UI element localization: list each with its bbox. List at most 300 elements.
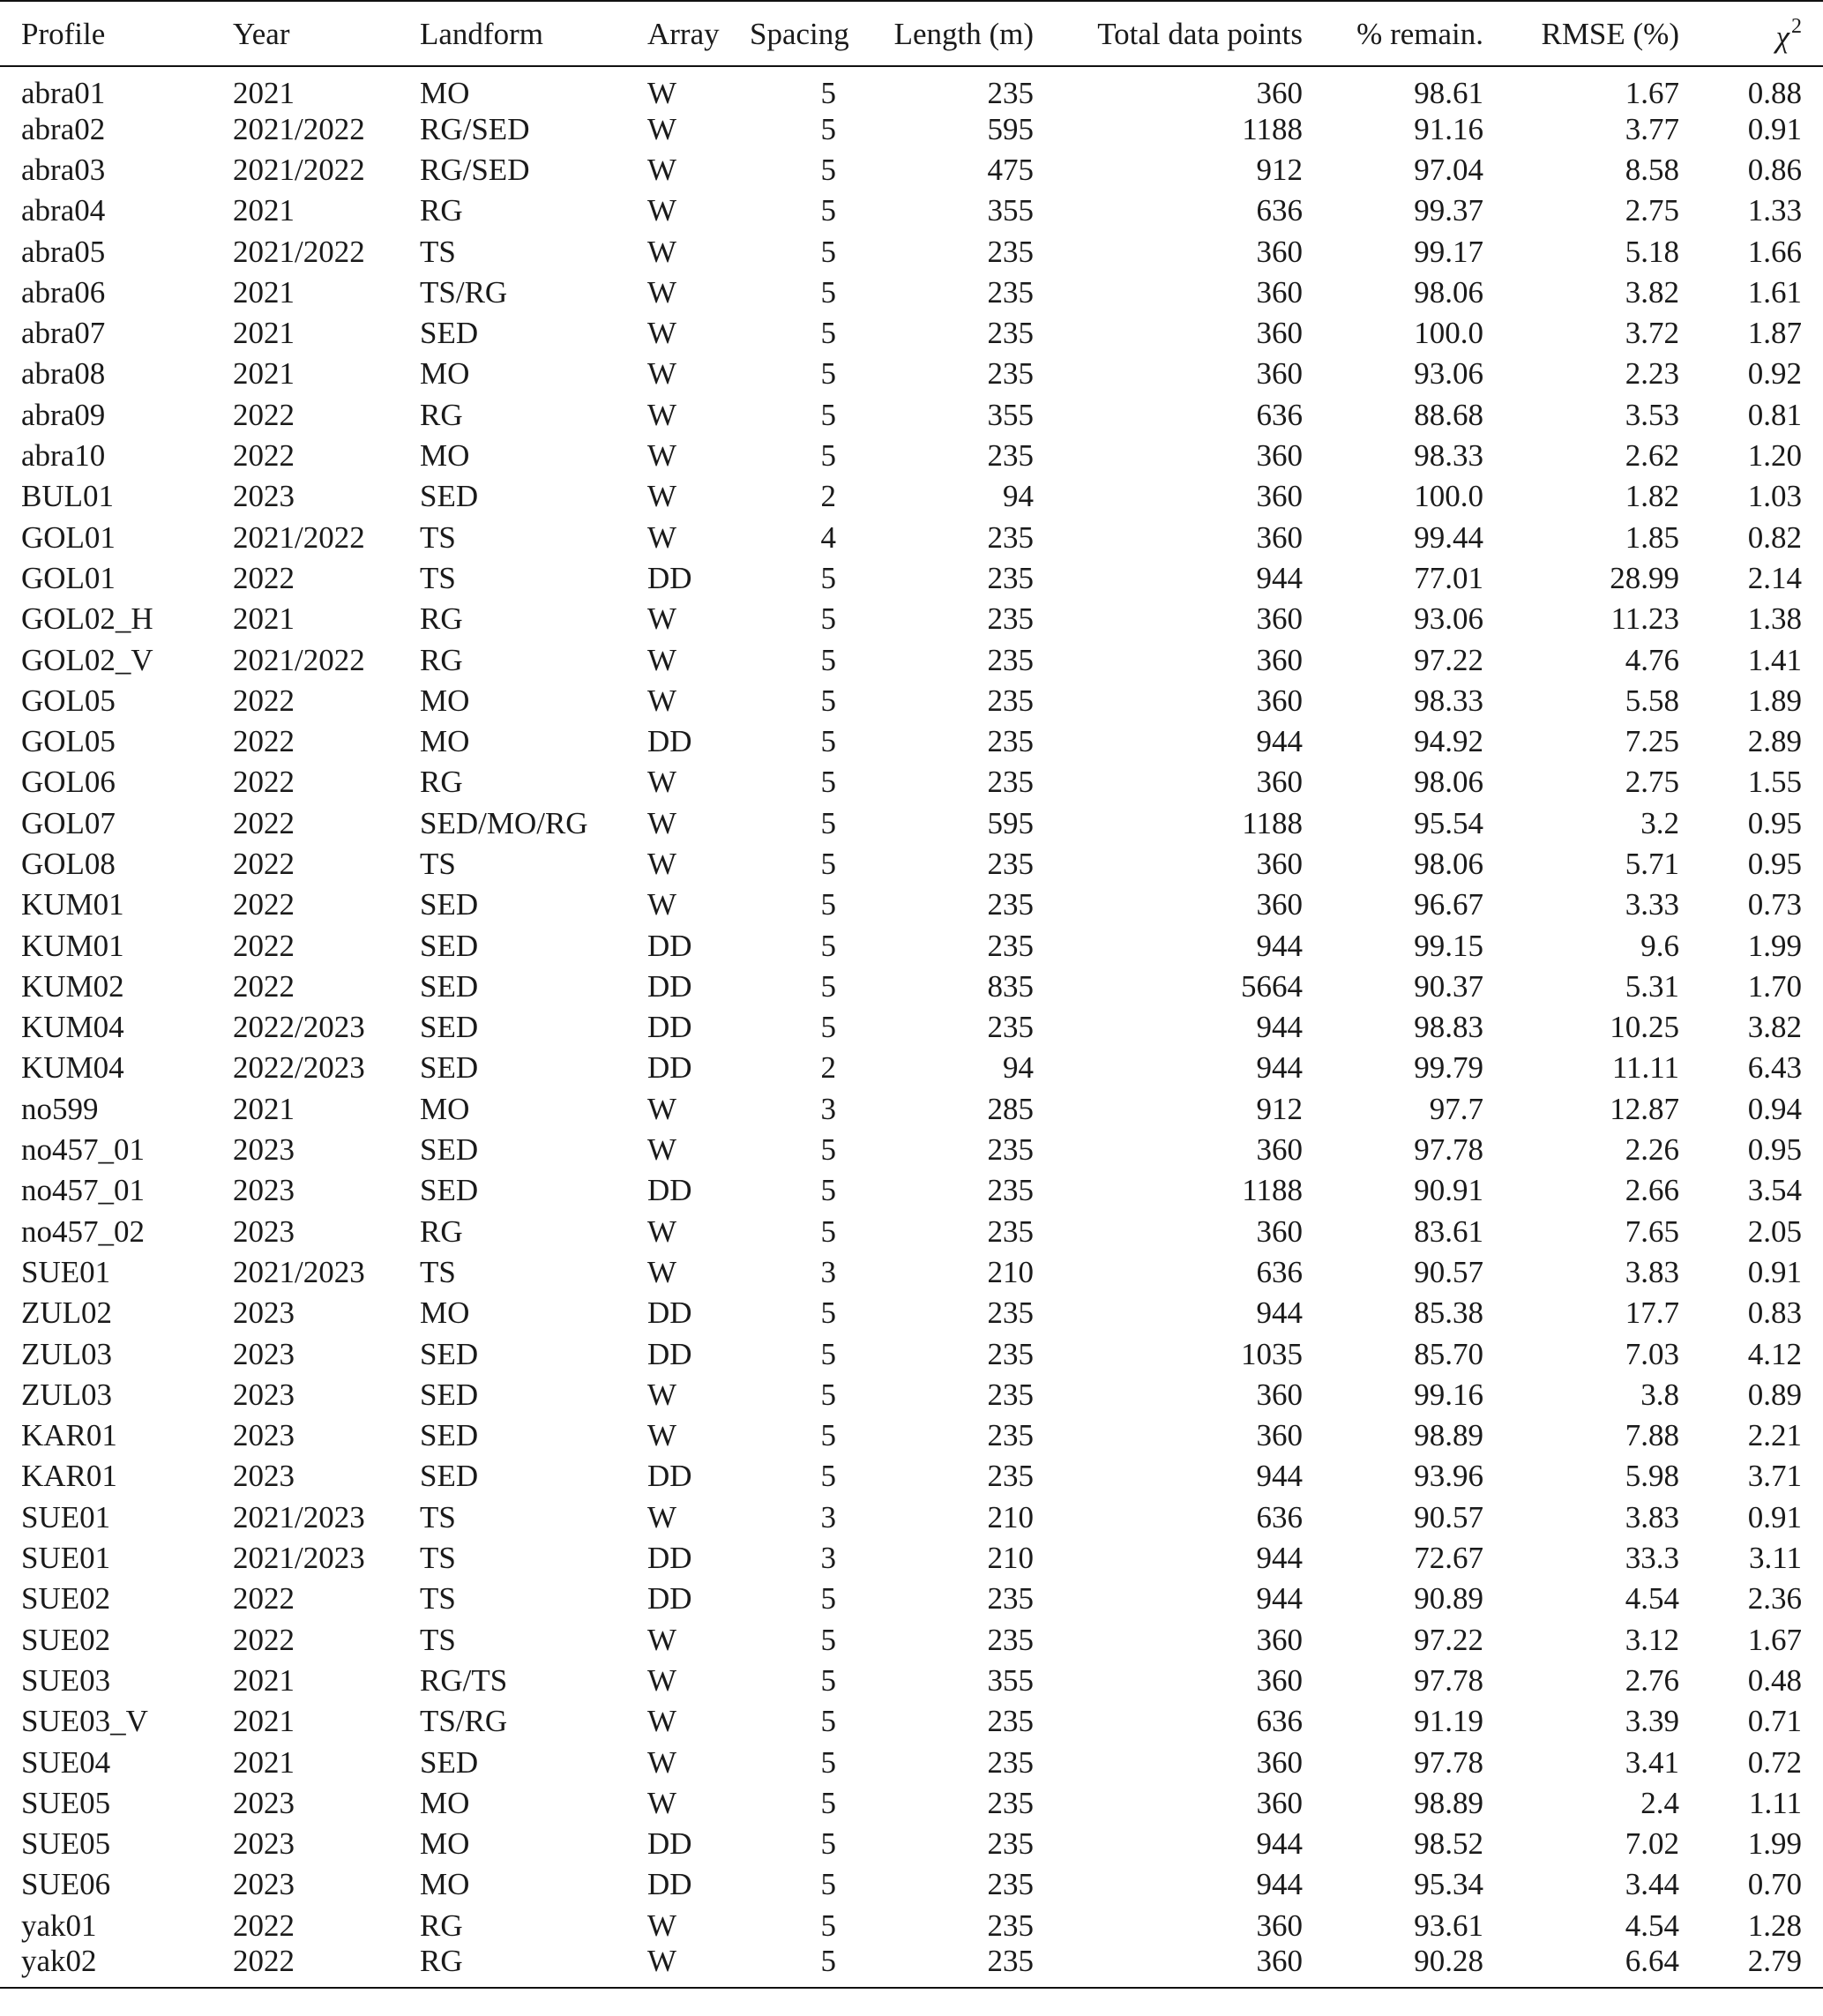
table-row <box>0 1619 1823 1660</box>
table-row <box>0 517 1823 557</box>
cell-year: 2021 <box>233 316 295 351</box>
table-row <box>0 1374 1823 1415</box>
cell-chi-squared: 0.89 <box>1747 1377 1802 1412</box>
cell-landform: MO <box>420 1091 470 1126</box>
cell-spacing: 5 <box>820 193 836 228</box>
cell-spacing: 5 <box>820 601 836 637</box>
cell-array: W <box>647 1704 677 1739</box>
cell-total-data-points: 360 <box>1256 519 1303 555</box>
cell-landform: RG/SED <box>420 111 530 146</box>
cell-year: 2023 <box>233 1213 295 1249</box>
cell-profile: no457_02 <box>21 1213 145 1249</box>
cell-rmse: 3.53 <box>1625 397 1679 432</box>
cell-year: 2021 <box>233 274 295 310</box>
cell-chi-squared: 1.61 <box>1747 274 1802 310</box>
cell-year: 2021 <box>233 1744 295 1780</box>
header-total-data-points: Total data points <box>1097 16 1303 51</box>
cell-array: W <box>647 111 677 146</box>
cell-percent-remaining: 100.0 <box>1414 316 1483 351</box>
cell-rmse: 4.76 <box>1625 642 1679 677</box>
table-row <box>0 1129 1823 1169</box>
header-rmse: RMSE (%) <box>1541 16 1679 51</box>
cell-rmse: 17.7 <box>1625 1295 1679 1331</box>
table-row <box>0 476 1823 517</box>
cell-year: 2021/2022 <box>233 519 365 555</box>
cell-year: 2022 <box>233 765 295 800</box>
table-row <box>0 1701 1823 1742</box>
cell-rmse: 1.82 <box>1625 479 1679 514</box>
cell-year: 2022 <box>233 968 295 1004</box>
cell-landform: TS <box>420 846 456 881</box>
table-header <box>0 1 1823 66</box>
cell-total-data-points: 360 <box>1256 356 1303 392</box>
cell-percent-remaining: 98.52 <box>1414 1826 1483 1862</box>
cell-array: DD <box>647 1459 692 1494</box>
cell-array: W <box>647 234 677 269</box>
cell-total-data-points: 944 <box>1256 724 1303 759</box>
cell-profile: KAR01 <box>21 1418 117 1453</box>
cell-year: 2023 <box>233 1867 295 1902</box>
cell-spacing: 5 <box>820 1295 836 1331</box>
cell-chi-squared: 3.54 <box>1747 1173 1802 1208</box>
cell-landform: MO <box>420 1867 470 1902</box>
cell-profile: no599 <box>21 1091 99 1126</box>
cell-percent-remaining: 97.22 <box>1414 1622 1483 1657</box>
cell-spacing: 5 <box>820 76 836 110</box>
table-body <box>0 66 1823 1988</box>
cell-rmse: 1.85 <box>1625 519 1679 555</box>
cell-profile: GOL05 <box>21 724 116 759</box>
cell-landform: MO <box>420 724 470 759</box>
cell-spacing: 5 <box>820 1622 836 1657</box>
cell-landform: MO <box>420 76 470 110</box>
cell-profile: SUE01 <box>21 1254 111 1289</box>
cell-landform: SED <box>420 479 479 514</box>
cell-total-data-points: 636 <box>1256 397 1303 432</box>
cell-total-data-points: 944 <box>1256 1581 1303 1617</box>
cell-landform: SED <box>420 1459 479 1494</box>
cell-spacing: 5 <box>820 928 836 963</box>
cell-percent-remaining: 83.61 <box>1414 1213 1483 1249</box>
cell-rmse: 8.58 <box>1625 152 1679 187</box>
cell-year: 2022 <box>233 805 295 840</box>
cell-total-data-points: 944 <box>1256 1295 1303 1331</box>
cell-length: 235 <box>987 519 1034 555</box>
cell-array: W <box>647 397 677 432</box>
cell-array: W <box>647 76 677 110</box>
cell-rmse: 7.03 <box>1625 1336 1679 1371</box>
table-row <box>0 190 1823 231</box>
cell-total-data-points: 360 <box>1256 1213 1303 1249</box>
cell-landform: TS <box>420 1622 456 1657</box>
table-row <box>0 149 1823 190</box>
table-row <box>0 394 1823 435</box>
cell-profile: SUE02 <box>21 1581 111 1617</box>
cell-percent-remaining: 97.78 <box>1414 1662 1483 1698</box>
cell-total-data-points: 360 <box>1256 601 1303 637</box>
cell-profile: KUM01 <box>21 928 124 963</box>
cell-array: W <box>647 1744 677 1780</box>
cell-profile: KAR01 <box>21 1459 117 1494</box>
cell-array: W <box>647 152 677 187</box>
cell-chi-squared: 1.99 <box>1747 928 1802 963</box>
table-row <box>0 435 1823 475</box>
cell-rmse: 2.75 <box>1625 193 1679 228</box>
cell-total-data-points: 912 <box>1256 1091 1303 1126</box>
cell-length: 235 <box>987 1908 1034 1943</box>
cell-total-data-points: 360 <box>1256 846 1303 881</box>
cell-total-data-points: 360 <box>1256 1418 1303 1453</box>
cell-year: 2022/2023 <box>233 1010 365 1045</box>
cell-rmse: 3.77 <box>1625 111 1679 146</box>
table-row <box>0 1251 1823 1292</box>
cell-percent-remaining: 98.06 <box>1414 765 1483 800</box>
cell-landform: MO <box>420 1295 470 1331</box>
cell-profile: no457_01 <box>21 1132 145 1168</box>
cell-array: W <box>647 1622 677 1657</box>
cell-spacing: 5 <box>820 1213 836 1249</box>
cell-length: 210 <box>987 1254 1034 1289</box>
cell-percent-remaining: 98.83 <box>1414 1010 1483 1045</box>
cell-rmse: 11.23 <box>1610 601 1679 637</box>
cell-percent-remaining: 97.78 <box>1414 1744 1483 1780</box>
cell-percent-remaining: 93.61 <box>1414 1908 1483 1943</box>
cell-length: 235 <box>987 1867 1034 1902</box>
chi-exponent: 2 <box>1791 14 1802 38</box>
cell-profile: GOL02_H <box>21 601 153 637</box>
cell-chi-squared: 1.66 <box>1747 234 1802 269</box>
table-row <box>0 1048 1823 1088</box>
cell-chi-squared: 2.36 <box>1747 1581 1802 1617</box>
cell-rmse: 3.83 <box>1625 1254 1679 1289</box>
cell-length: 235 <box>987 1295 1034 1331</box>
cell-chi-squared: 0.83 <box>1747 1295 1802 1331</box>
cell-spacing: 5 <box>820 1785 836 1820</box>
cell-chi-squared: 0.95 <box>1747 805 1802 840</box>
cell-landform: SED <box>420 1010 479 1045</box>
cell-rmse: 2.23 <box>1625 356 1679 392</box>
cell-array: W <box>647 438 677 474</box>
cell-spacing: 5 <box>820 642 836 677</box>
cell-array: DD <box>647 1050 692 1086</box>
cell-array: W <box>647 887 677 922</box>
cell-array: W <box>647 316 677 351</box>
cell-landform: SED <box>420 887 479 922</box>
cell-percent-remaining: 90.28 <box>1414 1944 1483 1979</box>
cell-year: 2021/2022 <box>233 642 365 677</box>
cell-year: 2022/2023 <box>233 1050 365 1086</box>
cell-landform: RG/TS <box>420 1662 508 1698</box>
cell-spacing: 2 <box>820 479 836 514</box>
cell-profile: SUE01 <box>21 1541 111 1576</box>
cell-length: 235 <box>987 683 1034 718</box>
cell-length: 235 <box>987 1132 1034 1168</box>
cell-percent-remaining: 88.68 <box>1414 397 1483 432</box>
cell-length: 235 <box>987 316 1034 351</box>
table-row <box>0 354 1823 394</box>
cell-landform: MO <box>420 438 470 474</box>
cell-percent-remaining: 98.33 <box>1414 683 1483 718</box>
cell-total-data-points: 360 <box>1256 887 1303 922</box>
cell-array: W <box>647 1091 677 1126</box>
cell-landform: TS <box>420 560 456 595</box>
cell-landform: SED <box>420 1336 479 1371</box>
table-row <box>0 1456 1823 1497</box>
cell-chi-squared: 0.73 <box>1747 887 1802 922</box>
cell-length: 235 <box>987 1173 1034 1208</box>
cell-year: 2023 <box>233 1336 295 1371</box>
cell-total-data-points: 360 <box>1256 1785 1303 1820</box>
table-row <box>0 231 1823 272</box>
cell-year: 2021 <box>233 193 295 228</box>
cell-percent-remaining: 95.54 <box>1414 805 1483 840</box>
cell-rmse: 1.67 <box>1625 76 1679 110</box>
cell-chi-squared: 2.21 <box>1747 1418 1802 1453</box>
cell-length: 235 <box>987 1944 1034 1979</box>
cell-landform: RG <box>420 765 463 800</box>
cell-chi-squared: 4.12 <box>1747 1336 1802 1371</box>
cell-chi-squared: 3.11 <box>1749 1541 1802 1576</box>
cell-profile: SUE05 <box>21 1785 111 1820</box>
cell-spacing: 5 <box>820 438 836 474</box>
cell-chi-squared: 1.41 <box>1747 642 1802 677</box>
cell-landform: SED <box>420 1744 479 1780</box>
cell-landform: TS/RG <box>420 1704 508 1739</box>
cell-rmse: 10.25 <box>1610 1010 1679 1045</box>
cell-percent-remaining: 93.06 <box>1414 356 1483 392</box>
cell-array: W <box>647 274 677 310</box>
cell-total-data-points: 636 <box>1256 193 1303 228</box>
cell-landform: SED <box>420 316 479 351</box>
cell-spacing: 3 <box>820 1091 836 1126</box>
cell-landform: SED/MO/RG <box>420 805 588 840</box>
cell-percent-remaining: 97.78 <box>1414 1132 1483 1168</box>
cell-percent-remaining: 90.37 <box>1414 968 1483 1004</box>
cell-landform: SED <box>420 1418 479 1453</box>
cell-array: W <box>647 356 677 392</box>
cell-spacing: 5 <box>820 887 836 922</box>
header-profile: Profile <box>21 16 106 51</box>
cell-percent-remaining: 90.57 <box>1414 1499 1483 1534</box>
table-row <box>0 599 1823 639</box>
cell-percent-remaining: 77.01 <box>1414 560 1483 595</box>
cell-array: W <box>647 765 677 800</box>
cell-length: 94 <box>1003 1050 1034 1086</box>
cell-profile: GOL02_V <box>21 642 153 677</box>
cell-percent-remaining: 98.89 <box>1414 1785 1483 1820</box>
cell-total-data-points: 912 <box>1256 152 1303 187</box>
cell-length: 235 <box>987 234 1034 269</box>
table-row <box>0 925 1823 966</box>
cell-profile: GOL06 <box>21 765 116 800</box>
table-row <box>0 557 1823 598</box>
cell-profile: KUM04 <box>21 1050 124 1086</box>
cell-length: 235 <box>987 887 1034 922</box>
cell-spacing: 5 <box>820 234 836 269</box>
cell-percent-remaining: 91.19 <box>1414 1704 1483 1739</box>
cell-year: 2023 <box>233 1295 295 1331</box>
cell-profile: SUE05 <box>21 1826 111 1862</box>
cell-array: W <box>647 519 677 555</box>
table-row <box>0 1864 1823 1905</box>
cell-spacing: 5 <box>820 683 836 718</box>
cell-length: 285 <box>987 1091 1034 1126</box>
cell-spacing: 5 <box>820 1744 836 1780</box>
cell-rmse: 5.31 <box>1625 968 1679 1004</box>
cell-spacing: 5 <box>820 846 836 881</box>
cell-rmse: 2.26 <box>1625 1132 1679 1168</box>
cell-percent-remaining: 99.16 <box>1414 1377 1483 1412</box>
cell-profile: SUE03 <box>21 1662 111 1698</box>
table-row <box>0 1905 1823 1945</box>
cell-landform: TS <box>420 519 456 555</box>
table-row <box>0 1415 1823 1456</box>
cell-profile: ZUL02 <box>21 1295 113 1331</box>
header-percent-remaining: % remain. <box>1356 16 1483 51</box>
cell-spacing: 3 <box>820 1499 836 1534</box>
cell-spacing: 5 <box>820 356 836 392</box>
cell-total-data-points: 1188 <box>1242 805 1303 840</box>
cell-array: DD <box>647 1541 692 1576</box>
cell-landform: TS <box>420 1581 456 1617</box>
cell-rmse: 5.98 <box>1625 1459 1679 1494</box>
cell-total-data-points: 360 <box>1256 274 1303 310</box>
cell-spacing: 4 <box>820 519 836 555</box>
cell-rmse: 7.02 <box>1625 1826 1679 1862</box>
cell-length: 595 <box>987 805 1034 840</box>
table-row <box>0 1537 1823 1578</box>
cell-landform: MO <box>420 683 470 718</box>
cell-chi-squared: 1.03 <box>1747 479 1802 514</box>
cell-landform: SED <box>420 1132 479 1168</box>
cell-profile: GOL01 <box>21 519 116 555</box>
cell-percent-remaining: 98.33 <box>1414 438 1483 474</box>
cell-profile: abra09 <box>21 397 106 432</box>
cell-array: W <box>647 1377 677 1412</box>
cell-year: 2021 <box>233 356 295 392</box>
cell-percent-remaining: 90.89 <box>1414 1581 1483 1617</box>
cell-year: 2022 <box>233 928 295 963</box>
cell-spacing: 5 <box>820 1867 836 1902</box>
cell-total-data-points: 944 <box>1256 1050 1303 1086</box>
cell-array: W <box>647 1944 677 1979</box>
table-row <box>0 66 1823 108</box>
cell-year: 2021/2022 <box>233 234 365 269</box>
cell-landform: RG <box>420 1908 463 1943</box>
cell-spacing: 5 <box>820 968 836 1004</box>
cell-spacing: 3 <box>820 1541 836 1576</box>
cell-profile: abra02 <box>21 111 106 146</box>
cell-total-data-points: 5664 <box>1241 968 1303 1004</box>
cell-rmse: 12.87 <box>1610 1091 1679 1126</box>
table-row <box>0 1170 1823 1211</box>
cell-percent-remaining: 98.06 <box>1414 846 1483 881</box>
cell-chi-squared: 1.55 <box>1747 765 1802 800</box>
cell-total-data-points: 360 <box>1256 479 1303 514</box>
table-row <box>0 1211 1823 1251</box>
cell-spacing: 5 <box>820 1173 836 1208</box>
table-row <box>0 680 1823 721</box>
cell-chi-squared: 1.38 <box>1747 601 1802 637</box>
cell-year: 2022 <box>233 683 295 718</box>
cell-profile: abra06 <box>21 274 106 310</box>
cell-year: 2021/2023 <box>233 1254 365 1289</box>
cell-length: 355 <box>987 1662 1034 1698</box>
cell-length: 235 <box>987 1581 1034 1617</box>
cell-rmse: 3.33 <box>1625 887 1679 922</box>
cell-length: 235 <box>987 438 1034 474</box>
cell-array: W <box>647 642 677 677</box>
table-row <box>0 1823 1823 1863</box>
cell-year: 2021 <box>233 1662 295 1698</box>
cell-chi-squared: 0.81 <box>1747 397 1802 432</box>
cell-rmse: 5.58 <box>1625 683 1679 718</box>
header-length: Length (m) <box>893 16 1034 51</box>
cell-profile: ZUL03 <box>21 1336 113 1371</box>
cell-array: DD <box>647 560 692 595</box>
table-row <box>0 272 1823 312</box>
cell-chi-squared: 2.89 <box>1747 724 1802 759</box>
table-row <box>0 803 1823 843</box>
cell-percent-remaining: 99.15 <box>1414 928 1483 963</box>
cell-profile: GOL08 <box>21 846 116 881</box>
cell-length: 235 <box>987 1459 1034 1494</box>
cell-length: 235 <box>987 1704 1034 1739</box>
cell-year: 2023 <box>233 1418 295 1453</box>
cell-total-data-points: 360 <box>1256 765 1303 800</box>
cell-total-data-points: 1035 <box>1241 1336 1303 1371</box>
cell-chi-squared: 1.89 <box>1747 683 1802 718</box>
cell-length: 235 <box>987 560 1034 595</box>
cell-year: 2022 <box>233 397 295 432</box>
cell-year: 2022 <box>233 724 295 759</box>
cell-chi-squared: 0.70 <box>1747 1867 1802 1902</box>
cell-total-data-points: 360 <box>1256 76 1303 110</box>
cell-percent-remaining: 97.04 <box>1414 152 1483 187</box>
cell-array: W <box>647 1908 677 1943</box>
cell-length: 475 <box>987 152 1034 187</box>
cell-chi-squared: 6.43 <box>1747 1050 1802 1086</box>
cell-rmse: 3.72 <box>1625 316 1679 351</box>
cell-year: 2021 <box>233 601 295 637</box>
cell-percent-remaining: 99.37 <box>1414 193 1483 228</box>
cell-percent-remaining: 72.67 <box>1414 1541 1483 1576</box>
cell-spacing: 5 <box>820 765 836 800</box>
cell-rmse: 7.65 <box>1625 1213 1679 1249</box>
cell-spacing: 5 <box>820 1581 836 1617</box>
cell-profile: abra01 <box>21 76 106 110</box>
cell-total-data-points: 360 <box>1256 1132 1303 1168</box>
cell-year: 2022 <box>233 438 295 474</box>
cell-percent-remaining: 99.79 <box>1414 1050 1483 1086</box>
cell-landform: SED <box>420 928 479 963</box>
cell-landform: TS <box>420 234 456 269</box>
cell-chi-squared: 1.99 <box>1747 1826 1802 1862</box>
table-row <box>0 966 1823 1006</box>
cell-length: 235 <box>987 1377 1034 1412</box>
cell-total-data-points: 360 <box>1256 1908 1303 1943</box>
cell-chi-squared: 0.82 <box>1747 519 1802 555</box>
cell-year: 2021/2022 <box>233 111 365 146</box>
cell-profile: ZUL03 <box>21 1377 113 1412</box>
cell-length: 355 <box>987 193 1034 228</box>
cell-chi-squared: 1.33 <box>1747 193 1802 228</box>
cell-array: DD <box>647 1173 692 1208</box>
cell-year: 2021 <box>233 76 295 110</box>
table-row <box>0 1333 1823 1374</box>
cell-rmse: 2.75 <box>1625 765 1679 800</box>
cell-year: 2021/2023 <box>233 1541 365 1576</box>
